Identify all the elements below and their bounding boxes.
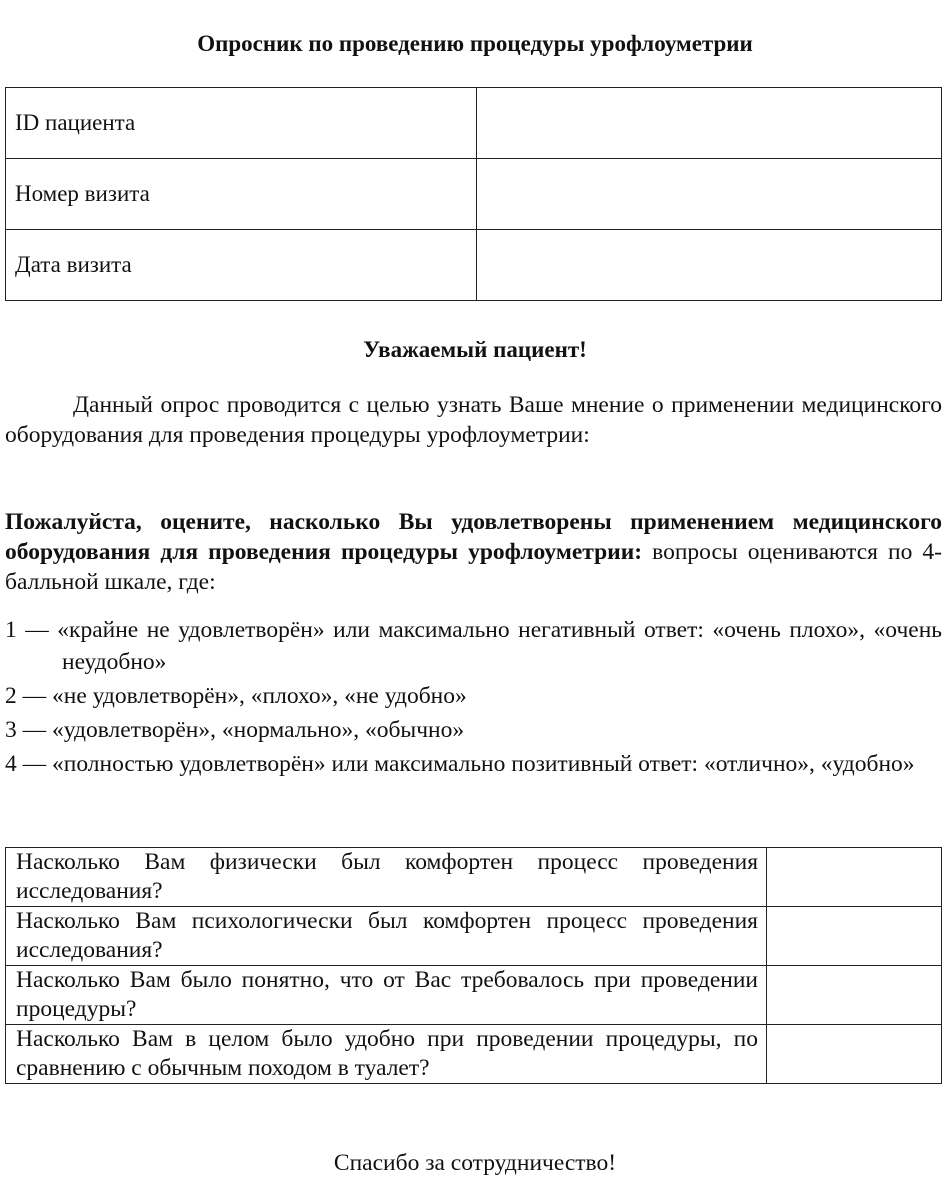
- instruction-paragraph: [5, 507, 942, 597]
- scale-item: 3 — «удовлетворён», «нормально», «обычно»: [5, 717, 465, 743]
- answer-field[interactable]: [767, 1025, 942, 1084]
- table-row: [6, 230, 942, 301]
- questions-table: [5, 847, 942, 1084]
- table-row: [6, 88, 942, 159]
- instruction-normal-text: вопросы оцениваются по 4-балльной шкале, где:: [5, 539, 943, 595]
- visit-number-field[interactable]: [477, 159, 942, 230]
- document-title: Опросник по проведению процедуры урофлоуметрии: [197, 31, 753, 56]
- patient-id-field[interactable]: [477, 88, 942, 159]
- scale-item: 2 — «не удовлетворён», «плохо», «не удобно»: [5, 683, 467, 709]
- intro-paragraph: Данный опрос проводится с целью узнать Ваше мнение о применении медицинского оборудования для проведения процедуры урофлоуметрии:: [5, 392, 942, 448]
- greeting-heading: Уважаемый пациент!: [363, 337, 587, 362]
- visit-date-label: Дата визита: [6, 230, 477, 301]
- scale-item: 1 — «крайне не удовлетворён» или максимально негативный ответ: «очень плохо», «очень неудобно»: [5, 617, 942, 675]
- table-row: [6, 966, 942, 1025]
- scale-item: 4 — «полностью удовлетворён» или максимально позитивный ответ: «отлично», «удобно»: [5, 751, 915, 777]
- visit-date-field[interactable]: [477, 230, 942, 301]
- patient-id-label: ID пациента: [6, 88, 477, 159]
- question-text: Насколько Вам физически был комфортен процесс проведения исследования?: [6, 848, 767, 907]
- thanks-text: Спасибо за сотрудничество!: [333, 1150, 617, 1176]
- answer-field[interactable]: [767, 848, 942, 907]
- patient-info-table: [5, 87, 942, 301]
- answer-field[interactable]: [767, 966, 942, 1025]
- table-row: [6, 159, 942, 230]
- table-row: [6, 907, 942, 966]
- instruction-bold-text: Пожалуйста, оцените, насколько Вы удовлетворены применением медицинского оборудования для проведения процедуры урофлоуметрии:: [5, 509, 942, 565]
- table-row: [6, 1025, 942, 1084]
- question-text: Насколько Вам было понятно, что от Вас требовалось при проведении процедуры?: [6, 966, 767, 1025]
- question-text: Насколько Вам в целом было удобно при проведении процедуры, по сравнению с обычным походом в туалет?: [6, 1025, 767, 1084]
- question-text: Насколько Вам психологически был комфортен процесс проведения исследования?: [6, 907, 767, 966]
- rating-scale-list: [5, 614, 942, 782]
- answer-field[interactable]: [767, 907, 942, 966]
- visit-number-label: Номер визита: [6, 159, 477, 230]
- table-row: [6, 848, 942, 907]
